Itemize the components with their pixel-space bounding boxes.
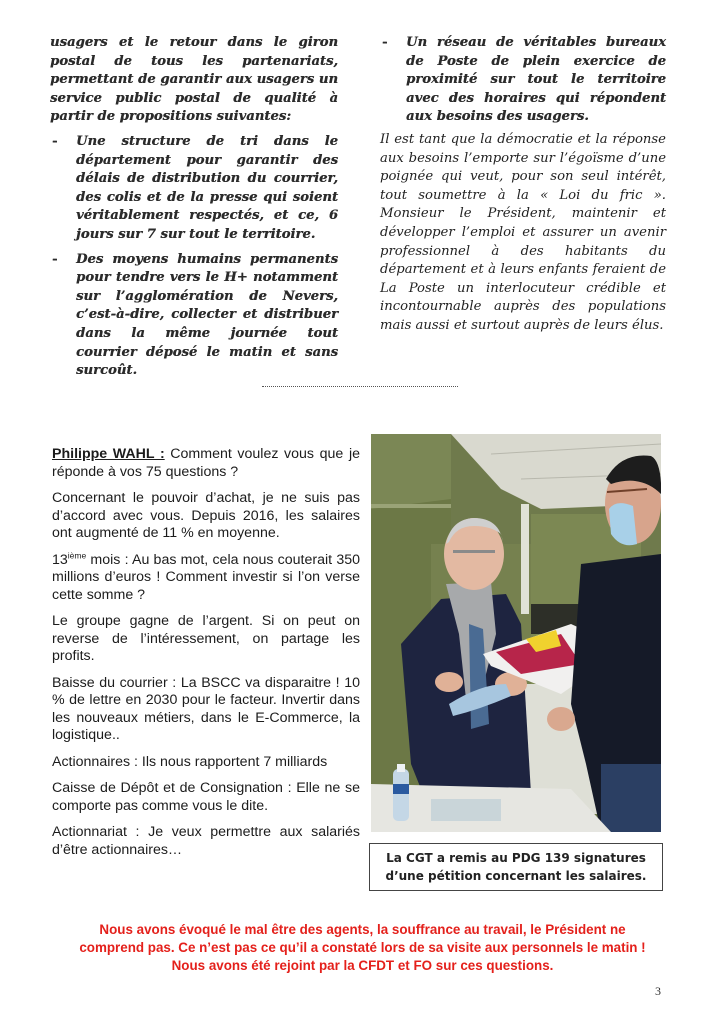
right-column [380,34,666,336]
bullet-text: Une structure de tri dans le département pour garantir des délais de distribution du courrier, des colis et de la presse qui soient véritablement respectés, et ce, 6 jours sur 7 sur tout le territoire. [76,133,338,242]
left-column [50,34,338,381]
interview-paragraph: Le groupe gagne de l’argent. Si on peut on reverse de l’intéressement, on partage les profits. [52,613,360,664]
interview-paragraph: Baisse du courrier : La BSCC va disparaitre ! 10 % de lettre en 2030 pour le facteur. Invertir dans les nouveaux métiers, dans le E-Commerce, la logistique.. [52,674,360,743]
interview-paragraph: 13ième mois : Au bas mot, cela nous couterait 350 millions d’euros ! Comment investir si l’on verse cette somme ? [52,549,360,603]
dotted-separator [262,386,458,387]
meeting-photo [371,434,661,832]
bullet-dash: - [52,251,58,267]
bullet-text: Un réseau de véritables bureaux de Poste de plein exercice de proximité sur tout le territoire avec des horaires qui répondent aux besoins des usagers. [406,35,666,125]
note-line: Nous avons été rejoint par la CFDT et FO sur ces questions. [171,958,554,973]
page-number: 3 [655,984,661,998]
bullet-item [50,133,338,245]
conclusion-paragraph: Il est tant que la démocratie et la réponse aux besoins l’emporte sur l’égoïsme d’une poignée qui veut, pour son seul intérêt, tout soumettre à la « Loi du fric ». Monsieur le Président, maintenir et développer l’emploi et assurer un avenir professionnel à des habitants du département et à leurs enfants feraient de La Poste un interlocuteur crédible et incontournable auprès des populations mais aussi et surtout auprès de leurs élus. [380,131,666,333]
note-line: comprend pas. Ce n’est pas ce qu’il a constaté lors de sa visite aux personnels le matin ! [79,940,646,955]
interview-paragraph: Actionnaires : Ils nous rapportent 7 milliards [52,753,328,770]
red-highlight-note [40,921,685,975]
interview-section [52,446,360,868]
interview-opening: Philippe WAHL : Comment voulez vous que je réponde à vos 75 questions ? [52,446,360,480]
speaker-name: Philippe WAHL : [52,446,165,462]
intro-paragraph: usagers et le retour dans le giron postal de tous les partenariats, permettant de garantir aux usagers un service public postal de qualité à partir de propositions suivantes: [50,35,338,125]
bullet-dash: - [382,35,388,50]
bullet-item [380,34,666,127]
bullet-item [50,251,338,381]
interview-paragraph: Concernant le pouvoir d’achat, je ne suis pas d’accord avec vous. Depuis 2016, les salaires ont augmenté de 11 % en moyenne. [52,490,360,541]
interview-paragraph: Caisse de Dépôt et de Consignation : Elle ne se comporte pas comme vous le dite. [52,780,360,814]
interview-paragraph: Actionnariat : Je veux permettre aux salariés d’être actionnaires… [52,824,360,858]
photo-caption: La CGT a remis au PDG 139 signatures d’une pétition concernant les salaires. [369,843,663,891]
bullet-text: Des moyens humains permanents pour tendre vers le H+ notamment sur l’agglomération de Nevers, c’est-à-dire, collecter et distribuer dans la même journée tout courrier déposé le matin et sans surcoût. [76,251,338,379]
note-line: Nous avons évoqué le mal être des agents, la souffrance au travail, le Président ne [99,922,626,937]
bullet-dash: - [52,133,58,149]
